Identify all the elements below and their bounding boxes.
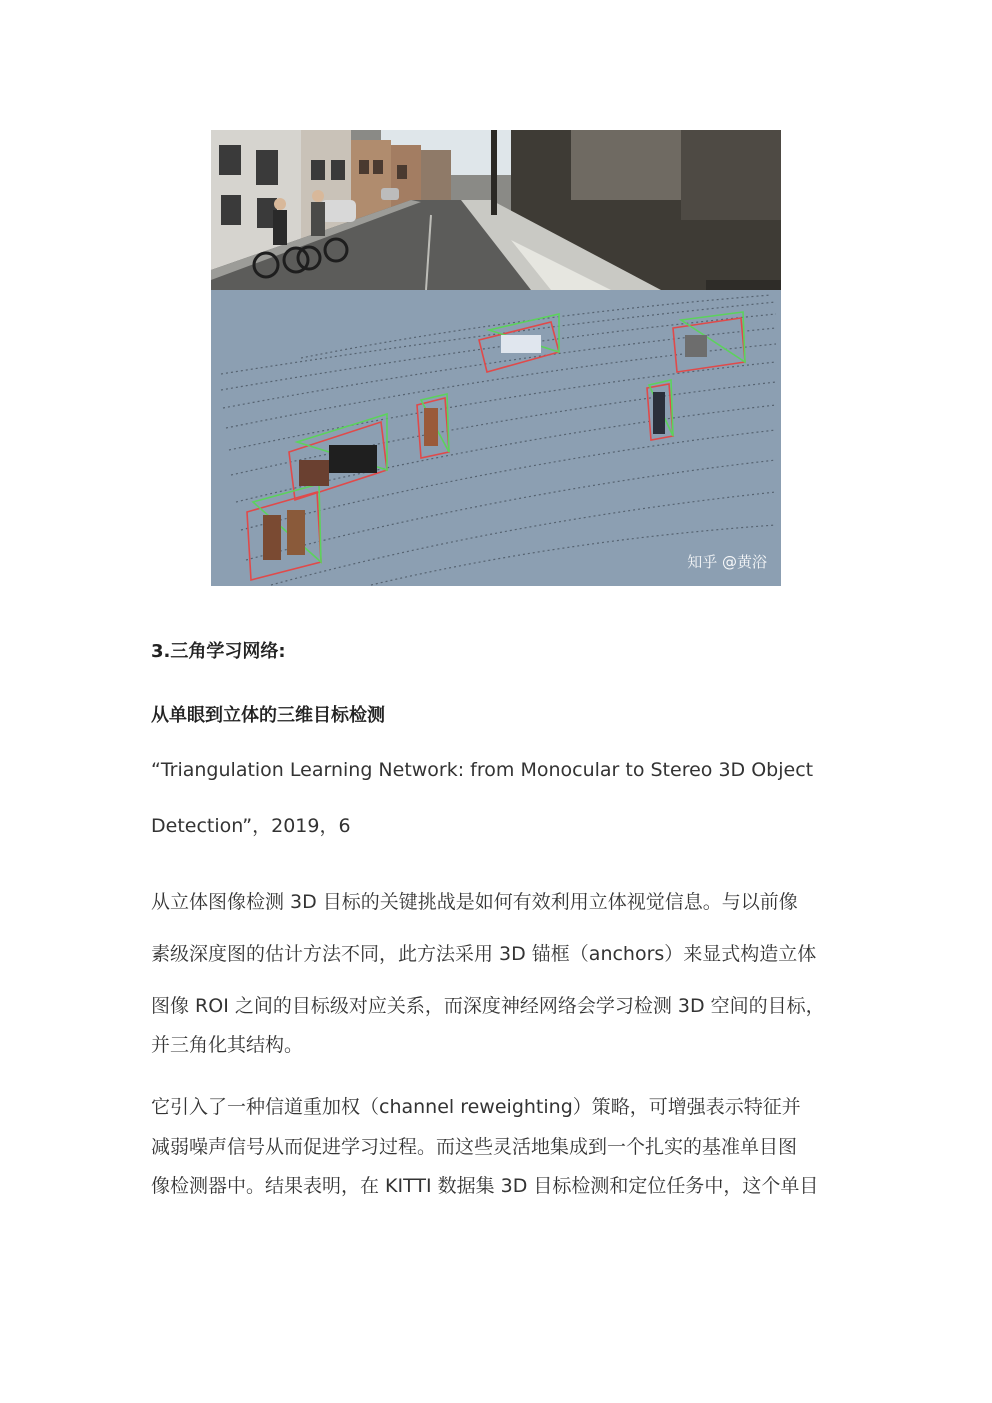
citation-line-2: Detection”，2019，6 — [151, 815, 351, 837]
section-subheading: 从单眼到立体的三维目标检测 — [151, 705, 385, 726]
lidar-point-cloud — [211, 290, 781, 586]
citation-line-1: “Triangulation Learning Network: from Monocular to Stereo 3D Object — [151, 759, 814, 781]
street-photo — [211, 130, 781, 290]
paragraph-2-line-2: 减弱噪声信号从而促进学习过程。而这些灵活地集成到一个扎实的基准单目图 — [151, 1136, 798, 1158]
paragraph-1-line-1: 从立体图像检测 3D 目标的关键挑战是如何有效利用立体视觉信息。与以前像 — [151, 891, 798, 913]
paragraph-1-line-4: 并三角化其结构。 — [151, 1034, 304, 1056]
street-and-lidar-illustration — [211, 130, 781, 586]
paragraph-2-line-1: 它引入了一种信道重加权（channel reweighting）策略，可增强表示特征并 — [151, 1096, 801, 1118]
paragraph-1-line-2: 素级深度图的估计方法不同，此方法采用 3D 锚框（anchors）来显式构造立体 — [151, 943, 817, 965]
image-watermark: 知乎 @黄浴 — [687, 553, 767, 571]
detection-figure — [211, 130, 781, 586]
paragraph-1-line-3: 图像 ROI 之间的目标级对应关系，而深度神经网络会学习检测 3D 空间的目标， — [151, 995, 825, 1017]
paragraph-2-line-3: 像检测器中。结果表明，在 KITTI 数据集 3D 目标检测和定位任务中，这个单目 — [151, 1175, 819, 1197]
section-heading: 3.三角学习网络: — [151, 641, 286, 662]
